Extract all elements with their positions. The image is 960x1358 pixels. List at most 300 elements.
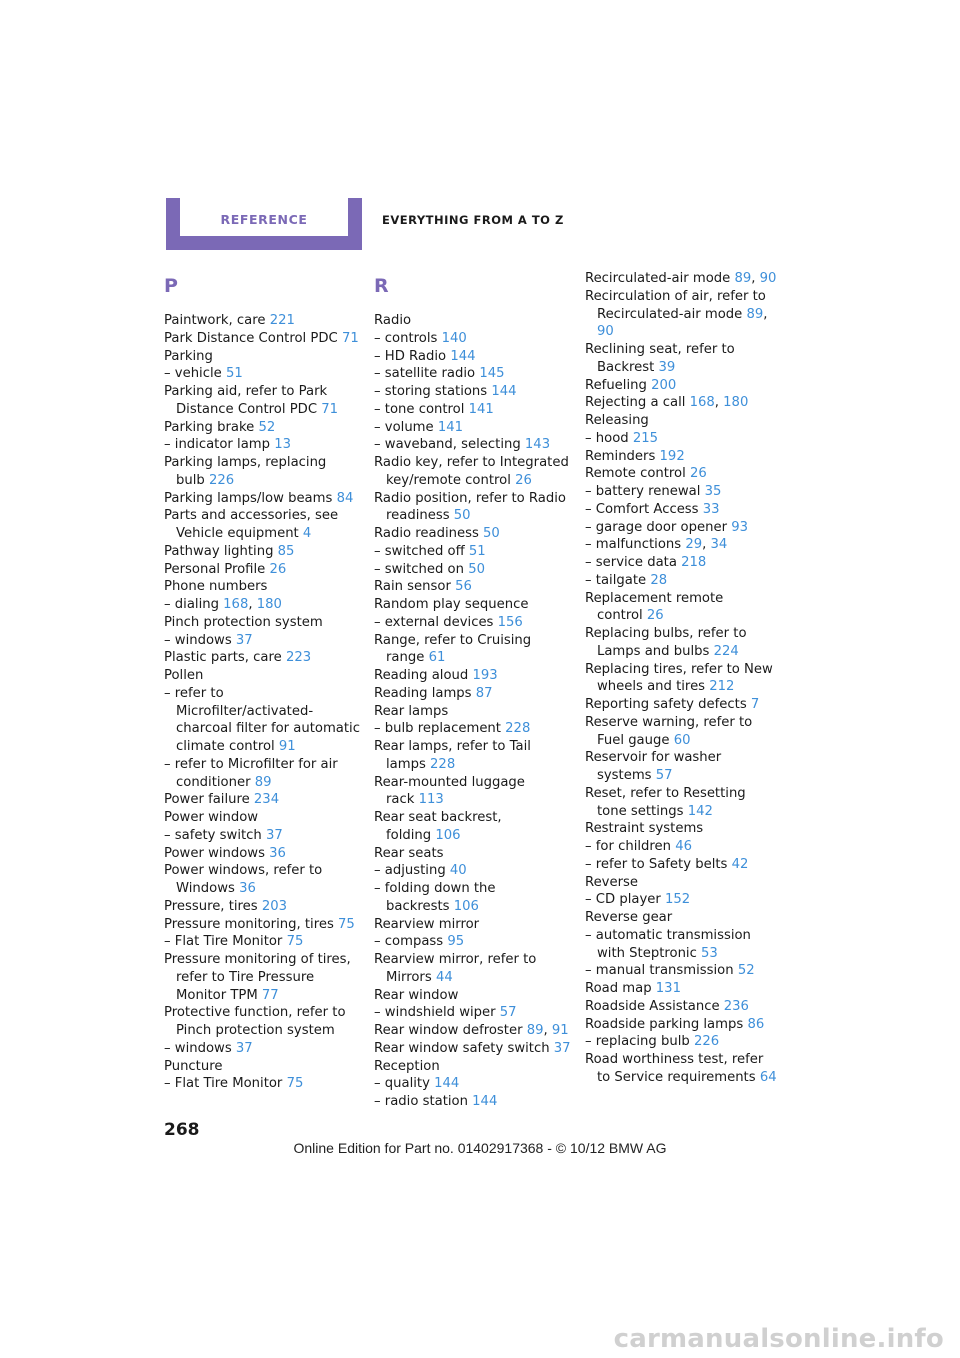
index-entry-term: – CD player [585,892,661,908]
index-entry-term: – battery renewal [585,484,701,499]
index-entry [585,749,777,785]
index-entry-term: – Flat Tire Monitor [164,1076,283,1092]
index-entry [374,561,574,579]
index-entry [374,1093,574,1111]
page-reference-link[interactable]: 51 [468,543,486,559]
page-reference-link[interactable]: 168 [223,597,249,612]
index-entry-term: – tailgate [585,572,647,588]
index-entry-term: – refer to Microfilter/activated-charcoal filter for automatic climate control [164,685,360,754]
index-entry-term: Replacement remote control [585,590,724,624]
page-reference-link[interactable]: 53 [701,945,718,961]
index-entry-term: – malfunctions [585,537,682,553]
index-entry-term: – compass [374,934,444,950]
index-entry-term: Personal Profile [164,561,266,577]
index-entry-term: Puncture [164,1058,223,1074]
page-reference-link[interactable]: 77 [261,987,279,1003]
index-entry [374,632,574,668]
index-entry [374,720,574,738]
index-entry [585,519,777,537]
page-reference-link[interactable]: 57 [499,1005,517,1021]
page-reference-link[interactable]: 40 [449,863,467,879]
page-reference-link[interactable]: 51 [225,366,243,382]
index-entry-term: Parking brake [164,419,255,435]
index-entry [164,827,364,845]
index-entry [585,501,777,519]
index-entry [164,419,364,437]
index-entry [164,1004,364,1040]
page-reference-link[interactable]: 236 [723,998,749,1014]
index-entry [585,909,777,927]
page-reference-link[interactable]: 87 [475,685,493,701]
page-reference-link[interactable]: 140 [441,330,467,346]
index-entry-term: – controls [374,330,438,346]
index-entry-term: Road worthiness test, refer to Service requirements [585,1052,764,1085]
index-entry-term: – satellite radio [374,366,476,382]
index-entry [585,661,777,697]
index-entry-term: – Flat Tire Monitor [164,934,283,950]
index-entry: Rear window defroster 89, 91 [374,1023,569,1038]
page-reference-link[interactable]: 215 [632,430,659,446]
page-reference-link[interactable]: 218 [681,555,707,570]
index-entry-term: Power failure [164,792,250,808]
index-entry [585,1016,777,1034]
page-reference-link[interactable]: 75 [338,916,355,932]
index-entry [374,383,574,401]
index-entry-term: – garage door opener [585,519,727,535]
index-entry: – malfunctions 29, 34 [585,537,728,553]
page-reference-link[interactable]: 144 [450,348,476,364]
index-entry-term: Recirculated-air mode [585,271,731,286]
index-entry-term: Radio key, refer to Integrated key/remote control [374,455,569,488]
index-entry [374,774,574,810]
index-entry [164,614,364,632]
page-reference-link[interactable]: 221 [269,313,295,328]
page-reference-link[interactable]: 145 [479,366,505,382]
page-reference-link[interactable]: 50 [468,561,485,577]
index-entry-term: – refer to Microfilter for air conditioner [164,756,338,790]
index-entry [164,862,364,898]
index-entry [374,525,574,543]
index-entry [585,856,777,874]
index-entry [164,490,364,508]
page-reference-link[interactable]: 4 [302,526,312,541]
index-entry-term: – quality [374,1076,430,1092]
index-entry-term: Park Distance Control PDC [164,330,338,346]
index-entry [585,448,777,466]
page-reference-link[interactable]: 52 [737,963,755,979]
index-entry-term: – vehicle [164,366,222,382]
index-entry [164,791,364,809]
index-entry [585,572,777,590]
index-entry-term: – service data [585,555,677,570]
index-entry-term: – windows [164,1040,232,1056]
index-entry [374,667,574,685]
index-entry-term: Road map [585,981,652,996]
page-reference-link[interactable]: 34 [710,537,728,553]
index-entry [374,365,574,383]
page-reference-link[interactable]: 193 [472,668,498,683]
index-entry-term: Rearview mirror, refer to Mirrors [374,952,537,985]
index-entry [374,578,574,596]
index-entry [585,483,777,501]
index-entry [585,891,777,909]
page-reference-link[interactable]: 95 [447,934,465,950]
page-reference-link[interactable]: 37 [265,827,283,843]
index-entry [374,419,574,437]
index-entry [164,916,364,934]
index-entry-term: – tone control [374,401,465,417]
index-entry [164,507,364,543]
index-entry-term: Parking aid, refer to Park Distance Control PDC [164,384,328,417]
index-entry-list [374,312,574,1111]
page-reference-link[interactable]: 89 [734,271,752,286]
index-entry [164,649,364,667]
page-reference-link[interactable]: 37 [235,632,253,648]
index-entry [374,951,574,987]
page-reference-link[interactable]: 42 [731,856,749,872]
index-entry [585,625,777,661]
index-entry-term: Protective function, refer to Pinch protection system [164,1005,346,1038]
index-entry [585,998,777,1016]
index-entry-term: Reset, refer to Resetting tone settings [585,785,746,819]
page-reference-link[interactable]: 50 [453,508,471,524]
index-entry [164,933,364,951]
page-reference-link[interactable]: 60 [673,732,691,748]
index-entry-term: Pressure monitoring of tires, refer to Tire Pressure Monitor TPM [164,952,351,1003]
page-reference-link[interactable]: 141 [468,401,494,417]
index-entry [585,341,777,377]
index-entry-term: – radio station [374,1094,468,1109]
index-entry [164,312,364,330]
index-entry [374,916,574,934]
page-reference-link[interactable]: 39 [658,359,676,375]
page-reference-link[interactable]: 28 [650,572,668,588]
index-entry [585,412,777,430]
watermark: carmanualsonline.info [613,1324,944,1354]
page-reference-link[interactable]: 26 [646,608,664,624]
page-reference-link[interactable]: 89 [526,1023,544,1038]
index-entry-term: Releasing [585,413,649,428]
page-reference-link[interactable]: 144 [434,1076,460,1092]
index-entry [374,454,574,490]
index-entry [164,1058,364,1076]
page-reference-link[interactable]: 86 [747,1016,765,1032]
page-reference-link[interactable]: 71 [321,401,339,417]
footer-edition-note: Online Edition for Part no. 01402917368 - © 10/12 BMW AG [293,1140,667,1156]
index-entry-term: – windshield wiper [374,1005,496,1021]
index-entry [164,1040,364,1058]
index-entry [374,1075,574,1093]
index-entry-term: – safety switch [164,827,262,843]
page-reference-link[interactable]: 192 [659,448,685,464]
index-entry-term: Reception [374,1058,440,1074]
page-reference-link[interactable]: 223 [285,650,312,666]
index-entry-term: Rear seats [374,845,444,861]
index-entry [585,465,777,483]
page-reference-link[interactable]: 180 [723,395,749,411]
page-reference-link[interactable]: 36 [269,845,286,861]
index-entry [374,845,574,863]
index-entry-term: – windows [164,632,232,648]
index-entry-term: Replacing tires, refer to New wheels and tires [585,661,773,695]
index-entry: Rejecting a call 168, 180 [585,395,749,411]
index-entry-term: Plastic parts, care [164,650,282,666]
page-reference-link[interactable]: 106 [435,827,461,843]
index-entry [585,377,777,395]
index-entry-term: – switched off [374,543,465,559]
index-entry-term: Reservoir for washer systems [585,750,722,783]
index-entry: – dialing 168, 180 [164,597,282,612]
index-entry [374,933,574,951]
index-entry [585,696,777,714]
index-entry-term: – replacing bulb [585,1034,690,1050]
page-reference-link[interactable]: 212 [709,679,735,695]
page-reference-link[interactable]: 168 [689,395,715,411]
index-entry [164,756,364,792]
page-reference-link[interactable]: 224 [713,643,739,659]
page-reference-link[interactable]: 226 [693,1034,720,1050]
index-entry [374,809,574,845]
page-reference-link[interactable]: 75 [286,1076,304,1092]
index-entry [374,436,574,454]
page-reference-link[interactable]: 90 [597,324,614,340]
page-reference-link[interactable]: 50 [483,526,500,541]
index-entry [374,703,574,721]
index-entry-term: Pressure monitoring, tires [164,916,334,932]
index-entry-term: Rear window [374,987,459,1003]
page-reference-link[interactable]: 75 [286,934,304,950]
index-entry-term: – for children [585,839,672,854]
page-reference-link[interactable]: 234 [253,792,280,808]
page-reference-link[interactable]: 26 [269,561,287,577]
index-entry-term: Remote control [585,466,686,482]
page-number: 268 [164,1120,200,1140]
page-reference-link[interactable]: 93 [731,519,748,535]
index-entry-term: Reserve warning, refer to Fuel gauge [585,714,753,748]
index-entry [585,820,777,838]
page-reference-link[interactable]: 29 [685,537,703,553]
page-reference-link[interactable]: 61 [428,650,446,666]
page-reference-link[interactable]: 33 [702,501,720,517]
page-reference-link[interactable]: 156 [497,614,523,630]
page-reference-link[interactable]: 46 [675,839,693,854]
index-entry-term: Roadside Assistance [585,998,720,1014]
page-reference-link[interactable]: 143 [524,437,551,453]
index-entry [374,738,574,774]
index-entry [164,845,364,863]
index-entry-term: – bulb replacement [374,721,501,737]
page-reference-link[interactable]: 35 [704,484,722,499]
index-entry [374,614,574,632]
index-entry [164,667,364,685]
index-entry-term: Reporting safety defects [585,697,747,712]
index-entry [585,554,777,572]
index-entry-term: Power windows, refer to Windows [164,863,323,896]
index-entry-term: Rearview mirror [374,916,480,932]
index-entry: Recirculated-air mode 89, 90 [585,271,777,286]
index-entry-term: – waveband, selecting [374,437,521,453]
index-entry-term: – switched on [374,561,464,577]
index-entry [164,365,364,383]
index-entry [585,980,777,998]
page-reference-link[interactable]: 52 [258,419,276,435]
index-entry-term: Rear window defroster [374,1023,523,1038]
index-entry [374,862,574,880]
index-entry [374,1004,574,1022]
index-entry [585,590,777,626]
index-entry [374,880,574,916]
index-entry-term: Rear seat backrest, folding [374,810,502,843]
index-entry-list [164,312,364,1093]
index-entry-term: Radio readiness [374,526,479,541]
page-reference-link[interactable]: 26 [515,472,532,488]
index-column-r [374,270,574,1111]
index-entry [164,632,364,650]
index-letter-heading: P [164,275,178,297]
index-letter-heading: R [374,275,389,297]
index-entry [164,348,364,366]
page-reference-link[interactable]: 71 [341,330,359,346]
page-reference-link[interactable]: 37 [553,1040,571,1056]
page-reference-link[interactable]: 91 [278,739,296,754]
index-entry [585,785,777,821]
index-entry-term: Phone numbers [164,579,268,595]
page-reference-link[interactable]: 106 [453,898,479,914]
index-entry-term: – adjusting [374,863,446,879]
index-entry [164,685,364,756]
page-reference-link[interactable]: 7 [750,697,760,712]
index-entry-term: – folding down the backrests [374,881,496,914]
index-entry-term: Random play sequence [374,597,529,612]
index-entry-term: – refer to Safety belts [585,856,728,872]
index-entry-term: Radio [374,313,412,328]
page-reference-link[interactable]: 152 [665,892,691,908]
index-entry-term: Reminders [585,448,656,464]
index-entry-term: Restraint systems [585,821,704,837]
index-entry-term: Pressure, tires [164,898,258,914]
index-entry-term: Parking lamps/low beams [164,490,333,506]
index-entry-term: – dialing [164,597,219,612]
page-reference-link[interactable]: 180 [256,597,282,612]
page-reference-link[interactable]: 91 [551,1023,569,1038]
index-entry [164,951,364,1004]
page-reference-link[interactable]: 89 [254,774,272,790]
index-entry [585,874,777,892]
page-reference-link[interactable]: 141 [437,419,464,435]
page-reference-link[interactable]: 26 [690,466,707,482]
page-reference-link[interactable]: 13 [274,437,291,453]
index-entry [164,543,364,561]
index-entry [585,927,777,963]
page-reference-link[interactable]: 64 [759,1069,777,1085]
index-entry [374,685,574,703]
index-entry-term: Pathway lighting [164,543,274,559]
index-entry-term: Reading lamps [374,685,472,701]
index-entry-term: Pinch protection system [164,614,323,630]
page-reference-link[interactable]: 89 [746,306,764,322]
page-reference-link[interactable]: 85 [277,543,295,559]
section-tab [166,198,362,250]
page-reference-link[interactable]: 200 [651,377,677,393]
page-reference-link[interactable]: 36 [239,881,256,896]
index-entry [585,1051,777,1087]
index-entry-term: Rear window safety switch [374,1040,550,1056]
index-entry [585,430,777,448]
page-reference-link[interactable]: 44 [435,969,453,985]
index-entry [164,561,364,579]
index-entry-term: Rain sensor [374,579,451,595]
page-reference-link[interactable]: 131 [655,981,681,996]
index-column-p [164,270,364,1093]
index-entry [374,312,574,330]
index-entry [585,838,777,856]
page-reference-link[interactable]: 144 [472,1094,498,1109]
page-reference-link[interactable]: 142 [687,803,713,819]
index-entry-term: Power window [164,810,259,825]
page-reference-link[interactable]: 90 [759,271,777,286]
index-entry [585,714,777,750]
index-entry-term: Pollen [164,668,204,683]
index-entry-term: – storing stations [374,384,488,399]
index-entry-term: – external devices [374,614,494,630]
page-reference-link[interactable]: 57 [655,768,673,783]
page-reference-link[interactable]: 84 [336,490,354,506]
index-entry-term: Replacing bulbs, refer to Lamps and bulbs [585,626,747,659]
index-entry [374,543,574,561]
index-entry-term: Roadside parking lamps [585,1016,744,1032]
page-reference-link[interactable]: 228 [430,756,456,772]
index-entry-term: – HD Radio [374,348,447,364]
index-entry [164,436,364,454]
index-entry [164,809,364,827]
page-reference-link[interactable]: 228 [505,721,531,737]
index-entry-term: Rear lamps [374,703,449,719]
page-reference-link[interactable]: 203 [261,898,288,914]
page-reference-link[interactable]: 144 [491,384,517,399]
index-entry-term: Rejecting a call [585,395,686,411]
index-entry [374,1040,574,1058]
page-reference-link[interactable]: 113 [418,792,444,808]
page-reference-link[interactable]: 37 [235,1040,253,1056]
index-entry: Recirculation of air, refer to Recirculated-air mode 89, 90 [585,288,768,340]
index-entry-term: Parking [164,348,213,364]
index-entry [164,330,364,348]
index-entry-term: – manual transmission [585,963,734,979]
index-entry-term: – automatic transmission with Steptronic [585,927,751,961]
index-entry-list [585,270,777,1087]
index-entry-term: Radio position, refer to Radio readiness [374,490,566,524]
index-entry [164,1075,364,1093]
index-entry [164,578,364,596]
index-entry-term: Reverse [585,874,639,890]
index-entry-term: Rear lamps, refer to Tail lamps [374,739,531,772]
page-reference-link[interactable]: 226 [208,472,235,488]
index-entry [374,348,574,366]
index-entry-term: Rear-mounted luggage rack [374,774,525,808]
index-entry-term: Power windows [164,845,265,861]
index-entry-term: Parts and accessories, see Vehicle equipment [164,508,339,541]
index-entry-term: Reading aloud [374,668,469,683]
section-tab-label: REFERENCE [180,198,348,236]
index-entry-term: – Comfort Access [585,501,699,517]
index-entry [374,987,574,1005]
index-entry-term: Refueling [585,377,647,393]
index-entry-term: Parking lamps, replacing bulb [164,455,327,488]
index-entry [585,1033,777,1051]
index-entry [374,490,574,526]
index-entry-term: – indicator lamp [164,437,270,453]
page-reference-link[interactable]: 56 [455,579,472,595]
